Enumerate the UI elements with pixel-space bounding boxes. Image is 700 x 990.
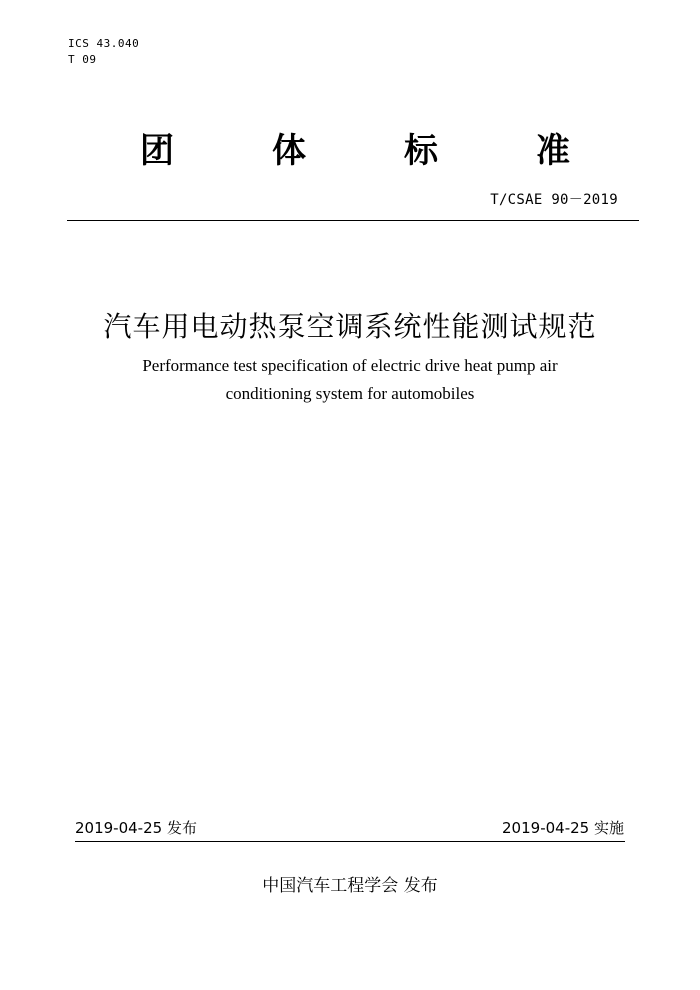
- footer-divider: [75, 841, 625, 842]
- classification-codes: [68, 36, 139, 68]
- standard-type-char-3: 标: [404, 131, 438, 171]
- title-english: [100, 352, 600, 408]
- standard-type-char-2: 体: [272, 131, 306, 171]
- standard-number: T/CSAE 90－2019: [490, 192, 618, 208]
- standard-type-heading: [140, 128, 570, 174]
- issue-date: 2019-04-25: [75, 819, 163, 837]
- header-divider: [67, 220, 639, 221]
- ics-code: ICS 43.040: [68, 37, 140, 50]
- title-english-line-2: conditioning system for automobiles: [225, 384, 475, 403]
- issue-label: 发布: [166, 819, 197, 837]
- implement-label: 实施: [593, 819, 624, 837]
- implement-date-block: [502, 817, 624, 839]
- title-chinese: 汽车用电动热泵空调系统性能测试规范: [103, 310, 597, 343]
- issue-date-block: [75, 817, 197, 839]
- implement-date: 2019-04-25: [502, 819, 590, 837]
- standard-type-char-1: 团: [140, 131, 174, 171]
- publisher-action: 发布: [403, 876, 438, 896]
- publisher-line: [0, 873, 700, 899]
- publisher-name: 中国汽车工程学会: [262, 876, 399, 896]
- title-english-line-1: Performance test specification of electric drive heat pump air: [142, 356, 558, 375]
- standard-type-char-4: 准: [536, 131, 570, 171]
- ccs-code: T 09: [68, 53, 97, 66]
